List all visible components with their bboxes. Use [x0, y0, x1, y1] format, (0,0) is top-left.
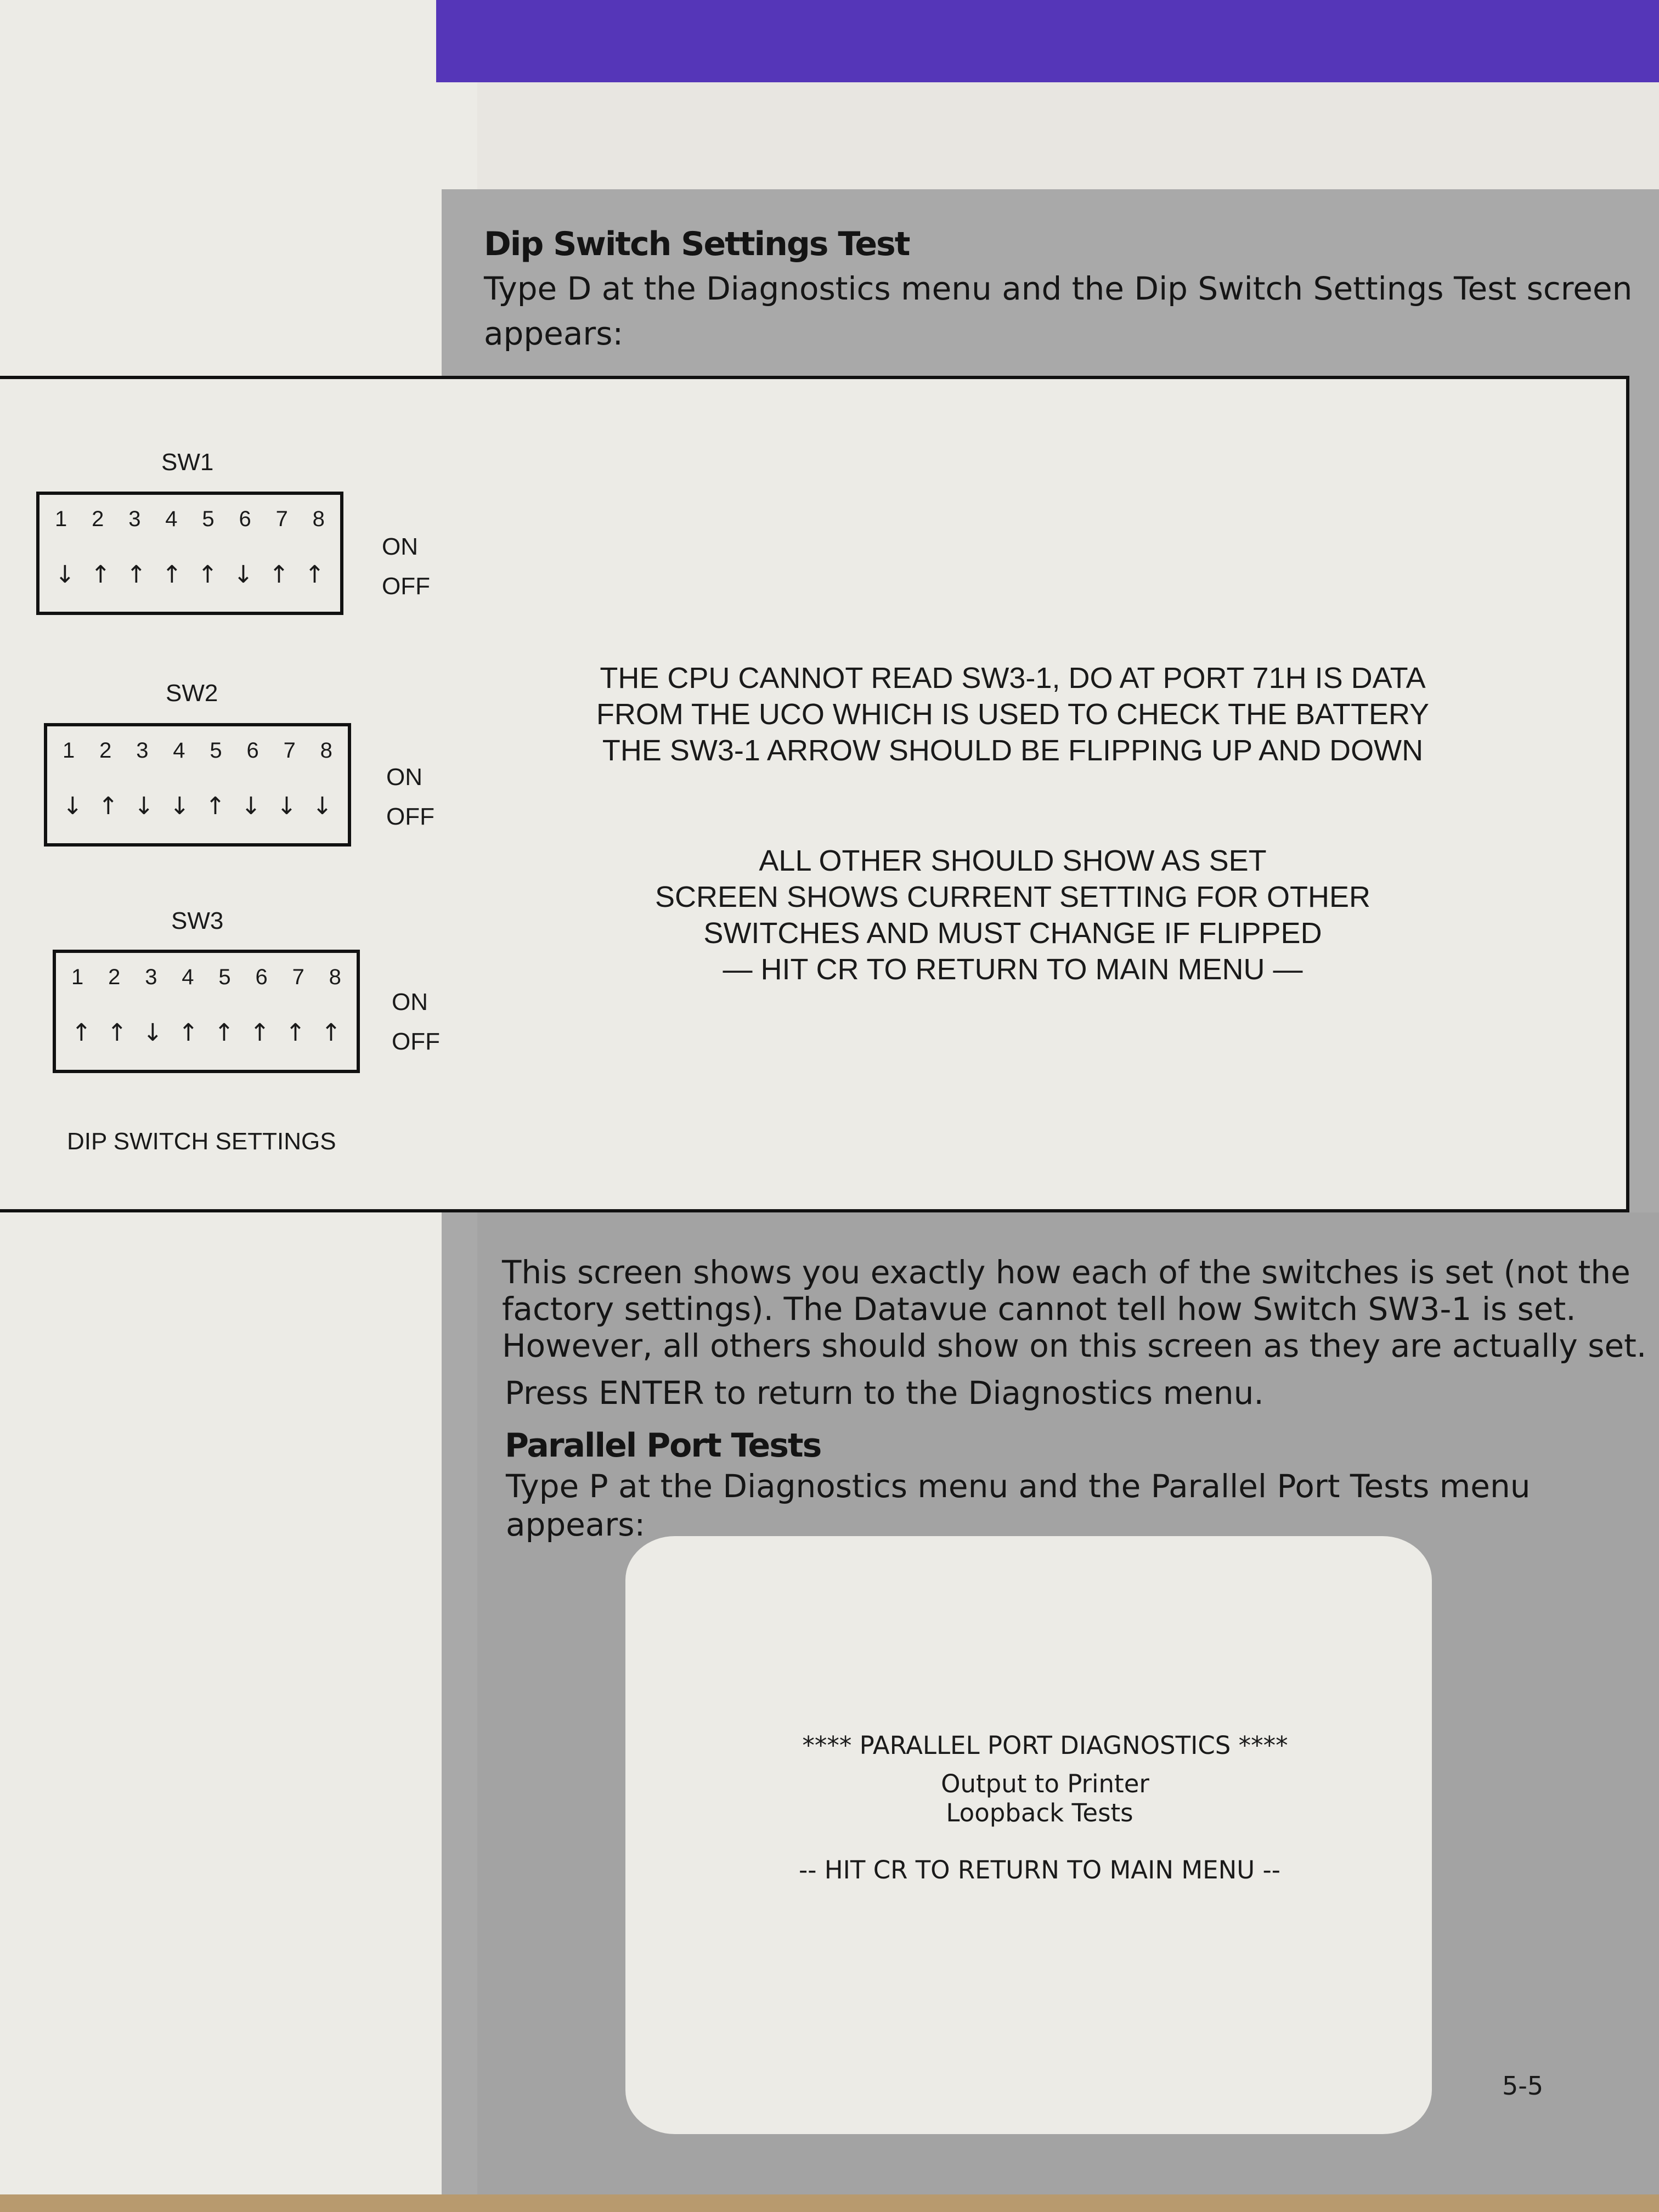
- explanation-line4: Press ENTER to return to the Diagnostics menu.: [505, 1374, 1264, 1412]
- dip-switch-heading: Dip Switch Settings Test: [484, 225, 910, 263]
- sw1-arrows: ↓ ↑ ↑ ↑ ↑ ↓ ↑ ↑: [55, 561, 325, 589]
- explanation-line3: However, all others should show on this screen as they are actually set.: [502, 1327, 1647, 1364]
- table-edge: [0, 2194, 1659, 2212]
- sw3-onoff: ON OFF: [392, 989, 440, 1055]
- sw2-arrows: ↓ ↑ ↓ ↓ ↑ ↓ ↓ ↓: [63, 792, 332, 820]
- parallel-port-screen: [625, 1536, 1432, 2134]
- sw3-numbers: 1 2 3 4 5 6 7 8: [71, 965, 341, 989]
- sw1-onoff: ON OFF: [382, 533, 430, 600]
- sw2-label: SW2: [166, 680, 218, 707]
- page-number: 5-5: [1502, 2071, 1544, 2101]
- parallel-intro-line2: appears:: [506, 1506, 646, 1543]
- dip-switch-screen: [0, 376, 1629, 1212]
- explanation-line2: factory settings). The Datavue cannot tell how Switch SW3-1 is set.: [502, 1290, 1576, 1328]
- sw1-numbers: 1 2 3 4 5 6 7 8: [55, 507, 325, 531]
- sw1-label: SW1: [161, 449, 214, 476]
- crt-option-loopback: Loopback Tests: [946, 1798, 1133, 1827]
- crt-footer: -- HIT CR TO RETURN TO MAIN MENU --: [799, 1855, 1280, 1884]
- dip-switch-caption: DIP SWITCH SETTINGS: [67, 1128, 336, 1155]
- blue-header-band: [436, 0, 1659, 82]
- cpu-message: THE CPU CANNOT READ SW3-1, DO AT PORT 71H IS DATA FROM THE UCO WHICH IS USED TO CHECK THE BATTERY THE SW3-1 ARROW SHOULD BE FLIPPING UP AND DOWN: [596, 662, 1430, 767]
- sw2-numbers: 1 2 3 4 5 6 7 8: [63, 738, 332, 763]
- parallel-port-heading: Parallel Port Tests: [505, 1426, 821, 1465]
- parallel-intro-line1: Type P at the Diagnostics menu and the Parallel Port Tests menu: [506, 1468, 1531, 1505]
- dip-intro-line1: Type D at the Diagnostics menu and the Dip Switch Settings Test screen: [484, 270, 1633, 307]
- explanation-line1: This screen shows you exactly how each of the switches is set (not the: [502, 1254, 1630, 1291]
- sw3-box: [53, 950, 360, 1073]
- sw1-box: [36, 492, 343, 615]
- settings-message: ALL OTHER SHOULD SHOW AS SET SCREEN SHOWS CURRENT SETTING FOR OTHER SWITCHES AND MUST CHANGE IF FLIPPED — HIT CR TO RETURN TO MAIN MENU —: [654, 844, 1371, 986]
- dip-intro-line2: appears:: [484, 315, 624, 352]
- sw3-label: SW3: [171, 907, 224, 934]
- sw3-arrows: ↑ ↑ ↓ ↑ ↑ ↑ ↑ ↑: [71, 1019, 341, 1047]
- sw2-onoff: ON OFF: [386, 764, 435, 830]
- sw2-box: [44, 723, 351, 847]
- crt-option-output: Output to Printer: [941, 1769, 1149, 1798]
- crt-title: **** PARALLEL PORT DIAGNOSTICS ****: [802, 1731, 1288, 1760]
